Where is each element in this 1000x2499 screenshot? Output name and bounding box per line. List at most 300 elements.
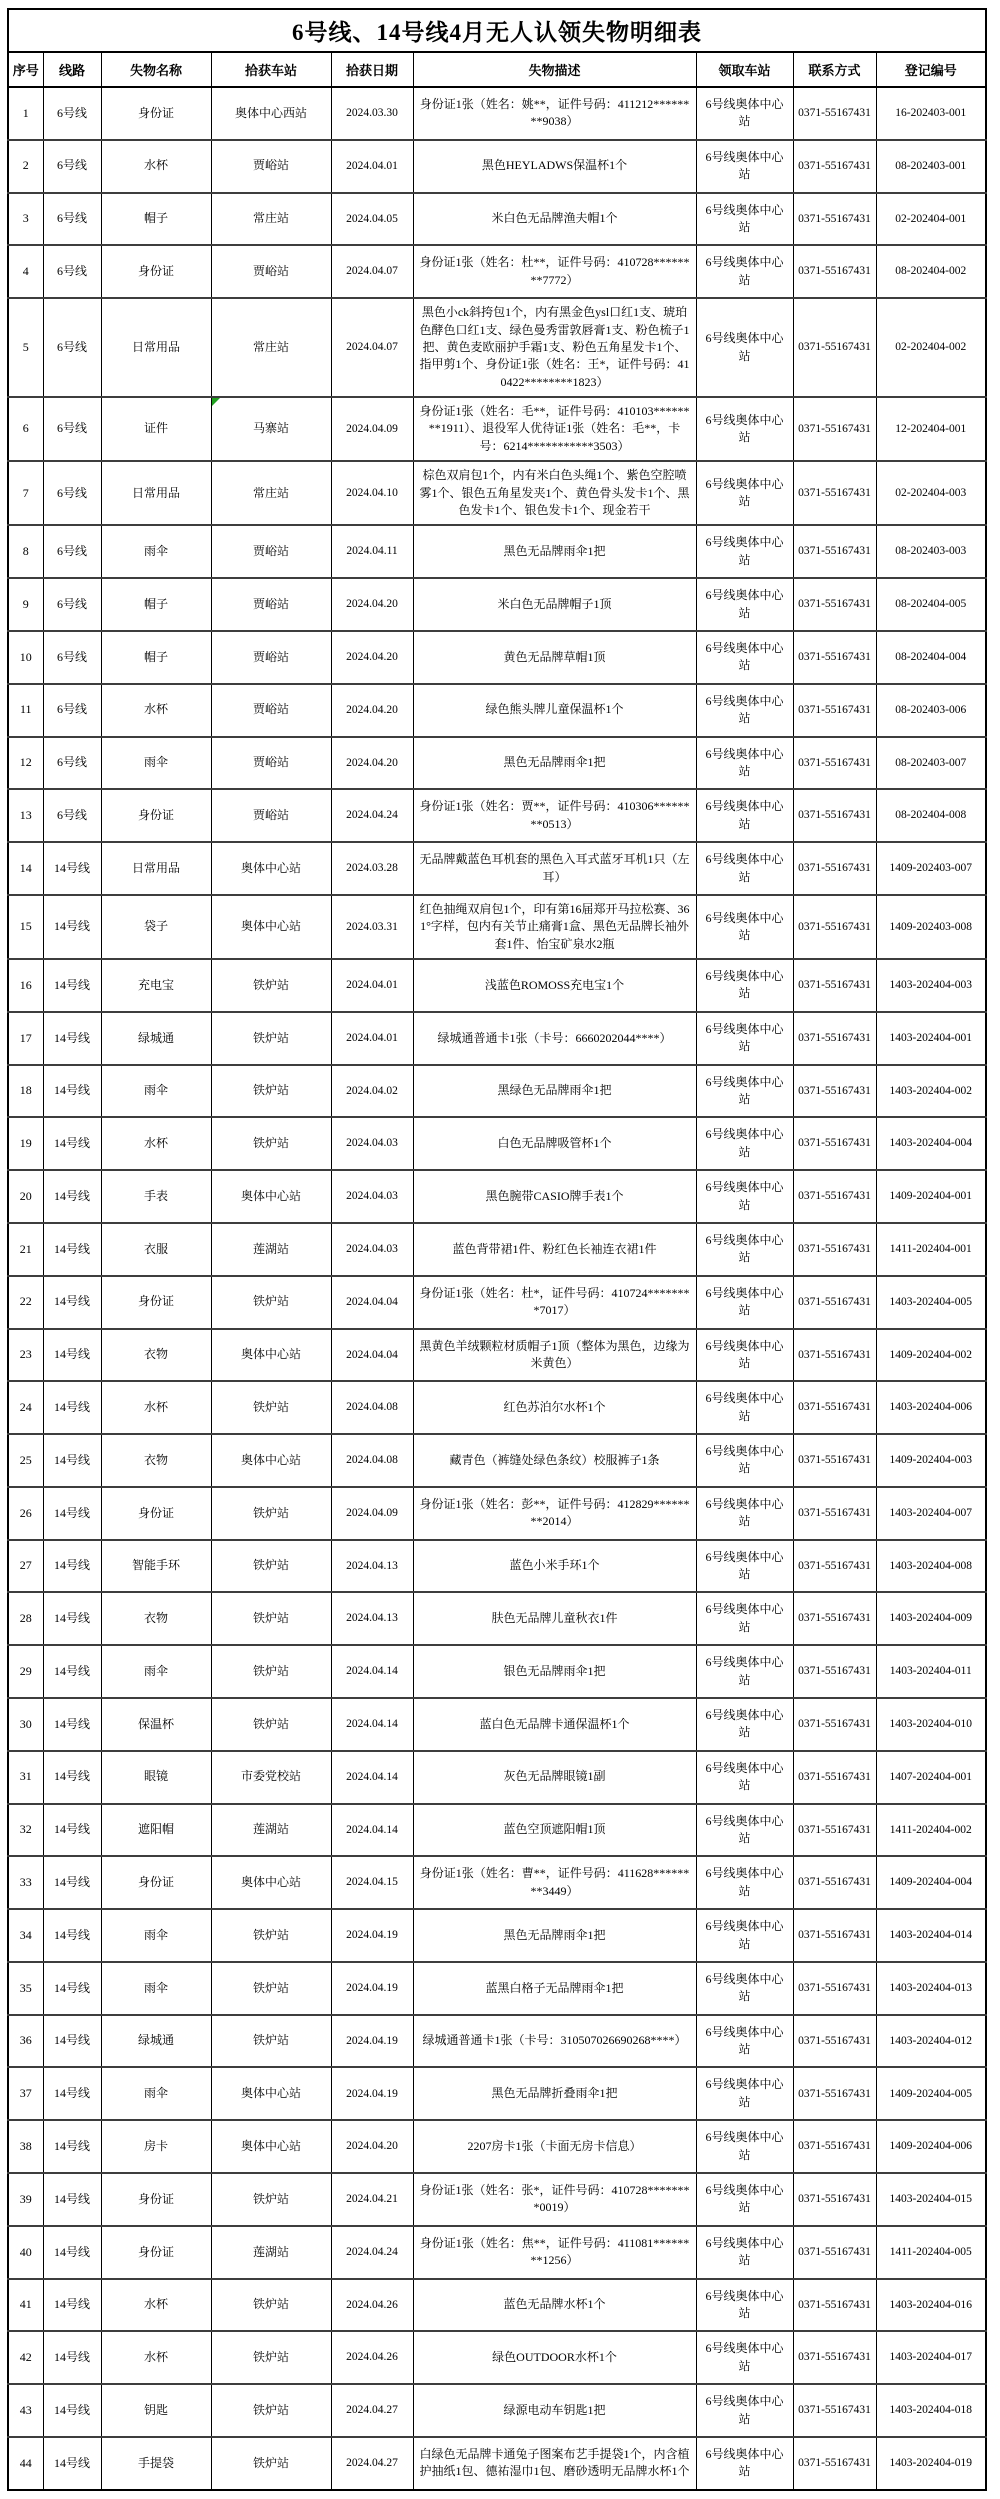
cell-registration-no: 1403-202404-001 xyxy=(876,1012,986,1065)
column-header-3: 失物名称 xyxy=(101,52,211,87)
cell-line: 14号线 xyxy=(43,2226,101,2279)
cell-item-name: 身份证 xyxy=(101,2226,211,2279)
cell-registration-no: 08-202403-001 xyxy=(876,140,986,193)
cell-registration-no: 1409-202403-007 xyxy=(876,842,986,895)
cell-description: 绿色熊头牌儿童保温杯1个 xyxy=(413,684,696,737)
cell-pickup-station: 6号线奥体中心站 xyxy=(696,631,793,684)
cell-contact: 0371-55167431 xyxy=(793,1804,876,1857)
cell-seq: 15 xyxy=(8,895,43,959)
cell-station-found: 常庄站 xyxy=(211,298,331,397)
cell-contact: 0371-55167431 xyxy=(793,87,876,140)
cell-line: 6号线 xyxy=(43,631,101,684)
cell-item-name: 手提袋 xyxy=(101,2437,211,2490)
table-row xyxy=(8,1592,986,1645)
cell-seq: 34 xyxy=(8,1909,43,1962)
cell-seq: 38 xyxy=(8,2120,43,2173)
cell-description: 黑色小ck斜挎包1个，内有黑金色ysl口红1支、琥珀色酵色口红1支、绿色曼秀雷敦唇膏1支、粉色梳子1把、黄色麦欧丽护手霜1支、粉色五角星发卡1个、指甲剪1个、身份证1张（姓名：王*，证件号码：410422********1823） xyxy=(413,298,696,397)
cell-contact: 0371-55167431 xyxy=(793,140,876,193)
cell-pickup-station: 6号线奥体中心站 xyxy=(696,2015,793,2068)
cell-date-found: 2024.04.05 xyxy=(331,193,413,246)
cell-description: 绿源电动车钥匙1把 xyxy=(413,2384,696,2437)
cell-seq: 8 xyxy=(8,525,43,578)
cell-description: 身份证1张（姓名：杜*，证件号码：410724********7017） xyxy=(413,1276,696,1329)
cell-item-name: 身份证 xyxy=(101,1856,211,1909)
cell-registration-no: 1403-202404-016 xyxy=(876,2279,986,2332)
cell-station-found: 铁炉站 xyxy=(211,1276,331,1329)
cell-description: 白色无品牌吸管杯1个 xyxy=(413,1117,696,1170)
table-row xyxy=(8,1804,986,1857)
cell-registration-no: 16-202403-001 xyxy=(876,87,986,140)
cell-contact: 0371-55167431 xyxy=(793,1065,876,1118)
cell-seq: 35 xyxy=(8,1962,43,2015)
cell-description: 蓝色无品牌水杯1个 xyxy=(413,2279,696,2332)
cell-date-found: 2024.04.01 xyxy=(331,140,413,193)
cell-pickup-station: 6号线奥体中心站 xyxy=(696,895,793,959)
cell-description: 绿城通普通卡1张（卡号：6660202044****） xyxy=(413,1012,696,1065)
cell-seq: 25 xyxy=(8,1434,43,1487)
cell-item-name: 雨伞 xyxy=(101,1645,211,1698)
cell-date-found: 2024.04.03 xyxy=(331,1117,413,1170)
cell-seq: 39 xyxy=(8,2173,43,2226)
cell-description: 身份证1张（姓名：焦**，证件号码：411081********1256） xyxy=(413,2226,696,2279)
cell-pickup-station: 6号线奥体中心站 xyxy=(696,2331,793,2384)
lost-items-table xyxy=(7,8,987,2491)
cell-contact: 0371-55167431 xyxy=(793,789,876,842)
cell-pickup-station: 6号线奥体中心站 xyxy=(696,2226,793,2279)
cell-item-name: 手表 xyxy=(101,1170,211,1223)
cell-contact: 0371-55167431 xyxy=(793,895,876,959)
cell-seq: 12 xyxy=(8,737,43,790)
table-row xyxy=(8,193,986,246)
cell-pickup-station: 6号线奥体中心站 xyxy=(696,2120,793,2173)
cell-registration-no: 1411-202404-005 xyxy=(876,2226,986,2279)
cell-date-found: 2024.04.27 xyxy=(331,2437,413,2490)
cell-seq: 28 xyxy=(8,1592,43,1645)
cell-seq: 20 xyxy=(8,1170,43,1223)
cell-station-found: 贾峪站 xyxy=(211,525,331,578)
cell-line: 14号线 xyxy=(43,959,101,1012)
cell-line: 6号线 xyxy=(43,684,101,737)
table-row xyxy=(8,2384,986,2437)
cell-line: 14号线 xyxy=(43,1909,101,1962)
cell-seq: 30 xyxy=(8,1698,43,1751)
cell-item-name: 雨伞 xyxy=(101,525,211,578)
cell-description: 黄色无品牌草帽1顶 xyxy=(413,631,696,684)
table-row xyxy=(8,2173,986,2226)
cell-description: 身份证1张（姓名：毛**，证件号码：410103********1911）、退役军人优待证1张（姓名：毛**，卡号：6214***********3503） xyxy=(413,397,696,461)
cell-station-found: 贾峪站 xyxy=(211,578,331,631)
cell-contact: 0371-55167431 xyxy=(793,842,876,895)
cell-station-found: 贾峪站 xyxy=(211,737,331,790)
cell-description: 红色苏泊尔水杯1个 xyxy=(413,1381,696,1434)
cell-date-found: 2024.03.31 xyxy=(331,895,413,959)
cell-seq: 42 xyxy=(8,2331,43,2384)
cell-pickup-station: 6号线奥体中心站 xyxy=(696,397,793,461)
cell-item-name: 水杯 xyxy=(101,1117,211,1170)
cell-contact: 0371-55167431 xyxy=(793,1909,876,1962)
table-row xyxy=(8,298,986,397)
cell-description: 身份证1张（姓名：姚**，证件号码：411212********9038） xyxy=(413,87,696,140)
cell-seq: 3 xyxy=(8,193,43,246)
cell-registration-no: 1409-202404-003 xyxy=(876,1434,986,1487)
cell-station-found: 贾峪站 xyxy=(211,140,331,193)
cell-contact: 0371-55167431 xyxy=(793,959,876,1012)
cell-registration-no: 08-202404-004 xyxy=(876,631,986,684)
cell-item-name: 遮阳帽 xyxy=(101,1804,211,1857)
cell-item-name: 智能手环 xyxy=(101,1540,211,1593)
cell-registration-no: 1407-202404-001 xyxy=(876,1751,986,1804)
cell-pickup-station: 6号线奥体中心站 xyxy=(696,1804,793,1857)
cell-date-found: 2024.04.20 xyxy=(331,684,413,737)
table-row xyxy=(8,631,986,684)
cell-date-found: 2024.04.19 xyxy=(331,2067,413,2120)
column-header-7: 领取车站 xyxy=(696,52,793,87)
cell-description: 身份证1张（姓名：张*，证件号码：410728********0019） xyxy=(413,2173,696,2226)
cell-date-found: 2024.04.03 xyxy=(331,1223,413,1276)
cell-date-found: 2024.04.21 xyxy=(331,2173,413,2226)
cell-line: 14号线 xyxy=(43,1117,101,1170)
cell-seq: 5 xyxy=(8,298,43,397)
cell-description: 红色抽绳双肩包1个，印有第16届郑开马拉松赛、361°字样，包内有关节止痛膏1盒、黑色无品牌长袖外套1件、怡宝矿泉水2瓶 xyxy=(413,895,696,959)
cell-registration-no: 1403-202404-008 xyxy=(876,1540,986,1593)
table-row xyxy=(8,959,986,1012)
table-row xyxy=(8,1329,986,1382)
cell-line: 14号线 xyxy=(43,1170,101,1223)
column-header-6: 失物描述 xyxy=(413,52,696,87)
cell-item-name: 充电宝 xyxy=(101,959,211,1012)
cell-station-found: 贾峪站 xyxy=(211,631,331,684)
cell-item-name: 身份证 xyxy=(101,1487,211,1540)
cell-seq: 1 xyxy=(8,87,43,140)
cell-item-name: 帽子 xyxy=(101,193,211,246)
cell-date-found: 2024.04.20 xyxy=(331,2120,413,2173)
cell-seq: 6 xyxy=(8,397,43,461)
cell-item-name: 雨伞 xyxy=(101,1962,211,2015)
cell-date-found: 2024.04.24 xyxy=(331,2226,413,2279)
cell-station-found: 铁炉站 xyxy=(211,1012,331,1065)
cell-contact: 0371-55167431 xyxy=(793,1434,876,1487)
cell-description: 蓝色空顶遮阳帽1顶 xyxy=(413,1804,696,1857)
cell-registration-no: 02-202404-003 xyxy=(876,461,986,525)
cell-item-name: 身份证 xyxy=(101,1276,211,1329)
cell-registration-no: 1403-202404-014 xyxy=(876,1909,986,1962)
cell-item-name: 帽子 xyxy=(101,631,211,684)
cell-line: 14号线 xyxy=(43,1381,101,1434)
table-row xyxy=(8,140,986,193)
cell-station-found: 常庄站 xyxy=(211,461,331,525)
cell-registration-no: 1409-202404-002 xyxy=(876,1329,986,1382)
cell-station-found: 奥体中心站 xyxy=(211,2120,331,2173)
cell-pickup-station: 6号线奥体中心站 xyxy=(696,959,793,1012)
cell-contact: 0371-55167431 xyxy=(793,1276,876,1329)
cell-line: 14号线 xyxy=(43,1962,101,2015)
cell-date-found: 2024.04.08 xyxy=(331,1381,413,1434)
cell-date-found: 2024.04.14 xyxy=(331,1804,413,1857)
cell-registration-no: 1411-202404-001 xyxy=(876,1223,986,1276)
cell-line: 14号线 xyxy=(43,2279,101,2332)
cell-station-found: 奥体中心西站 xyxy=(211,87,331,140)
cell-item-name: 水杯 xyxy=(101,684,211,737)
cell-contact: 0371-55167431 xyxy=(793,2384,876,2437)
table-row xyxy=(8,2015,986,2068)
cell-date-found: 2024.04.27 xyxy=(331,2384,413,2437)
cell-pickup-station: 6号线奥体中心站 xyxy=(696,1434,793,1487)
table-row xyxy=(8,1223,986,1276)
cell-date-found: 2024.04.20 xyxy=(331,631,413,684)
cell-contact: 0371-55167431 xyxy=(793,2331,876,2384)
cell-station-found: 铁炉站 xyxy=(211,1645,331,1698)
cell-pickup-station: 6号线奥体中心站 xyxy=(696,140,793,193)
cell-description: 黑黄色羊绒颗粒材质帽子1顶（整体为黑色，边缘为米黄色） xyxy=(413,1329,696,1382)
cell-description: 身份证1张（姓名：杜**，证件号码：410728********7772） xyxy=(413,245,696,298)
cell-line: 6号线 xyxy=(43,397,101,461)
cell-registration-no: 1409-202404-004 xyxy=(876,1856,986,1909)
cell-contact: 0371-55167431 xyxy=(793,1540,876,1593)
table-row xyxy=(8,1909,986,1962)
cell-pickup-station: 6号线奥体中心站 xyxy=(696,2437,793,2490)
table-row xyxy=(8,684,986,737)
table-row xyxy=(8,1117,986,1170)
cell-date-found: 2024.04.07 xyxy=(331,298,413,397)
cell-description: 绿城通普通卡1张（卡号：310507026690268****） xyxy=(413,2015,696,2068)
cell-pickup-station: 6号线奥体中心站 xyxy=(696,1592,793,1645)
cell-date-found: 2024.04.04 xyxy=(331,1329,413,1382)
cell-line: 6号线 xyxy=(43,461,101,525)
cell-pickup-station: 6号线奥体中心站 xyxy=(696,245,793,298)
cell-date-found: 2024.04.20 xyxy=(331,578,413,631)
cell-seq: 16 xyxy=(8,959,43,1012)
cell-registration-no: 1409-202404-006 xyxy=(876,2120,986,2173)
cell-contact: 0371-55167431 xyxy=(793,684,876,737)
cell-station-found: 奥体中心站 xyxy=(211,1434,331,1487)
cell-date-found: 2024.04.14 xyxy=(331,1645,413,1698)
table-row xyxy=(8,1012,986,1065)
cell-contact: 0371-55167431 xyxy=(793,2015,876,2068)
cell-station-found: 铁炉站 xyxy=(211,1592,331,1645)
cell-line: 6号线 xyxy=(43,140,101,193)
cell-seq: 31 xyxy=(8,1751,43,1804)
table-row xyxy=(8,842,986,895)
cell-contact: 0371-55167431 xyxy=(793,2437,876,2490)
cell-pickup-station: 6号线奥体中心站 xyxy=(696,737,793,790)
cell-line: 6号线 xyxy=(43,298,101,397)
cell-date-found: 2024.04.13 xyxy=(331,1540,413,1593)
cell-line: 14号线 xyxy=(43,2015,101,2068)
cell-station-found: 铁炉站 xyxy=(211,2173,331,2226)
cell-pickup-station: 6号线奥体中心站 xyxy=(696,1698,793,1751)
cell-registration-no: 1403-202404-013 xyxy=(876,1962,986,2015)
table-row xyxy=(8,578,986,631)
cell-contact: 0371-55167431 xyxy=(793,298,876,397)
cell-contact: 0371-55167431 xyxy=(793,2120,876,2173)
cell-station-found: 铁炉站 xyxy=(211,1698,331,1751)
cell-item-name: 绿城通 xyxy=(101,1012,211,1065)
cell-date-found: 2024.04.14 xyxy=(331,1698,413,1751)
cell-date-found: 2024.04.09 xyxy=(331,397,413,461)
cell-contact: 0371-55167431 xyxy=(793,1329,876,1382)
cell-seq: 21 xyxy=(8,1223,43,1276)
cell-seq: 7 xyxy=(8,461,43,525)
cell-contact: 0371-55167431 xyxy=(793,737,876,790)
table-row xyxy=(8,397,986,461)
cell-registration-no: 1403-202404-012 xyxy=(876,2015,986,2068)
cell-station-found: 莲湖站 xyxy=(211,1804,331,1857)
table-row xyxy=(8,245,986,298)
cell-station-found: 铁炉站 xyxy=(211,2384,331,2437)
cell-date-found: 2024.04.02 xyxy=(331,1065,413,1118)
cell-registration-no: 12-202404-001 xyxy=(876,397,986,461)
cell-item-name: 袋子 xyxy=(101,895,211,959)
cell-line: 14号线 xyxy=(43,842,101,895)
cell-description: 米白色无品牌渔夫帽1个 xyxy=(413,193,696,246)
cell-line: 6号线 xyxy=(43,245,101,298)
cell-registration-no: 1403-202404-017 xyxy=(876,2331,986,2384)
cell-description: 黑色腕带CASIO牌手表1个 xyxy=(413,1170,696,1223)
cell-seq: 4 xyxy=(8,245,43,298)
table-row xyxy=(8,737,986,790)
cell-pickup-station: 6号线奥体中心站 xyxy=(696,1645,793,1698)
title-row xyxy=(8,9,986,52)
cell-pickup-station: 6号线奥体中心站 xyxy=(696,1856,793,1909)
cell-pickup-station: 6号线奥体中心站 xyxy=(696,1329,793,1382)
cell-station-found: 铁炉站 xyxy=(211,959,331,1012)
column-header-9: 登记编号 xyxy=(876,52,986,87)
cell-description: 蓝色小米手环1个 xyxy=(413,1540,696,1593)
table-row xyxy=(8,461,986,525)
table-row xyxy=(8,2226,986,2279)
cell-item-name: 日常用品 xyxy=(101,842,211,895)
cell-item-name: 水杯 xyxy=(101,2331,211,2384)
cell-item-name: 身份证 xyxy=(101,789,211,842)
cell-line: 6号线 xyxy=(43,525,101,578)
cell-line: 14号线 xyxy=(43,2120,101,2173)
cell-seq: 40 xyxy=(8,2226,43,2279)
cell-seq: 17 xyxy=(8,1012,43,1065)
cell-item-name: 水杯 xyxy=(101,140,211,193)
column-header-2: 线路 xyxy=(43,52,101,87)
cell-line: 6号线 xyxy=(43,737,101,790)
cell-date-found: 2024.04.07 xyxy=(331,245,413,298)
cell-date-found: 2024.04.24 xyxy=(331,789,413,842)
cell-item-name: 身份证 xyxy=(101,87,211,140)
cell-seq: 36 xyxy=(8,2015,43,2068)
cell-date-found: 2024.04.01 xyxy=(331,959,413,1012)
table-row xyxy=(8,1065,986,1118)
cell-seq: 13 xyxy=(8,789,43,842)
cell-seq: 37 xyxy=(8,2067,43,2120)
cell-line: 14号线 xyxy=(43,1434,101,1487)
cell-station-found: 铁炉站 xyxy=(211,2437,331,2490)
cell-station-found: 铁炉站 xyxy=(211,1065,331,1118)
cell-pickup-station: 6号线奥体中心站 xyxy=(696,298,793,397)
cell-line: 14号线 xyxy=(43,1592,101,1645)
cell-station-found: 莲湖站 xyxy=(211,2226,331,2279)
cell-date-found: 2024.04.19 xyxy=(331,1962,413,2015)
cell-contact: 0371-55167431 xyxy=(793,2279,876,2332)
cell-contact: 0371-55167431 xyxy=(793,1698,876,1751)
cell-description: 棕色双肩包1个，内有米白色头绳1个、紫色空腔喷雾1个、银色五角星发夹1个、黄色骨头发卡1个、黑色发卡1个、银色发卡1个、现金若干 xyxy=(413,461,696,525)
cell-description: 黑色无品牌雨伞1把 xyxy=(413,525,696,578)
column-header-4: 拾获车站 xyxy=(211,52,331,87)
cell-date-found: 2024.04.26 xyxy=(331,2279,413,2332)
cell-pickup-station: 6号线奥体中心站 xyxy=(696,842,793,895)
cell-station-found: 奥体中心站 xyxy=(211,2067,331,2120)
cell-item-name: 房卡 xyxy=(101,2120,211,2173)
cell-date-found: 2024.04.09 xyxy=(331,1487,413,1540)
cell-line: 6号线 xyxy=(43,87,101,140)
cell-seq: 23 xyxy=(8,1329,43,1382)
cell-registration-no: 1403-202404-003 xyxy=(876,959,986,1012)
cell-station-found: 奥体中心站 xyxy=(211,1856,331,1909)
table-row xyxy=(8,2437,986,2490)
cell-item-name: 钥匙 xyxy=(101,2384,211,2437)
cell-station-found: 市委党校站 xyxy=(211,1751,331,1804)
column-header-5: 拾获日期 xyxy=(331,52,413,87)
cell-item-name: 身份证 xyxy=(101,245,211,298)
cell-contact: 0371-55167431 xyxy=(793,245,876,298)
cell-item-name: 保温杯 xyxy=(101,1698,211,1751)
cell-description: 白绿色无品牌卡通兔子图案布艺手提袋1个，内含植护抽纸1包、德祐湿巾1包、磨砂透明无品牌水杯1个 xyxy=(413,2437,696,2490)
cell-description: 黑色无品牌折叠雨伞1把 xyxy=(413,2067,696,2120)
cell-pickup-station: 6号线奥体中心站 xyxy=(696,789,793,842)
cell-item-name: 绿城通 xyxy=(101,2015,211,2068)
cell-date-found: 2024.04.19 xyxy=(331,1909,413,1962)
cell-registration-no: 1403-202404-006 xyxy=(876,1381,986,1434)
cell-pickup-station: 6号线奥体中心站 xyxy=(696,1170,793,1223)
cell-line: 14号线 xyxy=(43,895,101,959)
cell-registration-no: 1409-202403-008 xyxy=(876,895,986,959)
cell-seq: 24 xyxy=(8,1381,43,1434)
cell-seq: 44 xyxy=(8,2437,43,2490)
cell-line: 14号线 xyxy=(43,1540,101,1593)
cell-seq: 9 xyxy=(8,578,43,631)
table-row xyxy=(8,895,986,959)
cell-registration-no: 08-202403-006 xyxy=(876,684,986,737)
cell-contact: 0371-55167431 xyxy=(793,1751,876,1804)
cell-line: 14号线 xyxy=(43,2384,101,2437)
table-row xyxy=(8,2120,986,2173)
table-row xyxy=(8,2279,986,2332)
cell-description: 身份证1张（姓名：曹**，证件号码：411628********3449） xyxy=(413,1856,696,1909)
cell-station-found: 铁炉站 xyxy=(211,1909,331,1962)
cell-item-name: 衣物 xyxy=(101,1592,211,1645)
cell-registration-no: 1403-202404-004 xyxy=(876,1117,986,1170)
cell-registration-no: 1411-202404-002 xyxy=(876,1804,986,1857)
cell-station-found: 常庄站 xyxy=(211,193,331,246)
table-row xyxy=(8,1698,986,1751)
cell-line: 14号线 xyxy=(43,1804,101,1857)
cell-date-found: 2024.04.26 xyxy=(331,2331,413,2384)
cell-station-found: 马寨站 xyxy=(211,397,331,461)
cell-description: 灰色无品牌眼镜1副 xyxy=(413,1751,696,1804)
cell-line: 14号线 xyxy=(43,1276,101,1329)
cell-pickup-station: 6号线奥体中心站 xyxy=(696,2173,793,2226)
cell-line: 14号线 xyxy=(43,2437,101,2490)
cell-line: 14号线 xyxy=(43,1065,101,1118)
cell-registration-no: 1403-202404-002 xyxy=(876,1065,986,1118)
table-title: 6号线、14号线4月无人认领失物明细表 xyxy=(8,9,986,52)
cell-contact: 0371-55167431 xyxy=(793,1170,876,1223)
cell-flag-icon xyxy=(212,398,220,406)
cell-item-name: 雨伞 xyxy=(101,1065,211,1118)
cell-contact: 0371-55167431 xyxy=(793,2173,876,2226)
cell-pickup-station: 6号线奥体中心站 xyxy=(696,2067,793,2120)
cell-registration-no: 1403-202404-009 xyxy=(876,1592,986,1645)
column-header-1: 序号 xyxy=(8,52,43,87)
cell-line: 6号线 xyxy=(43,789,101,842)
cell-registration-no: 1403-202404-005 xyxy=(876,1276,986,1329)
cell-date-found: 2024.04.11 xyxy=(331,525,413,578)
